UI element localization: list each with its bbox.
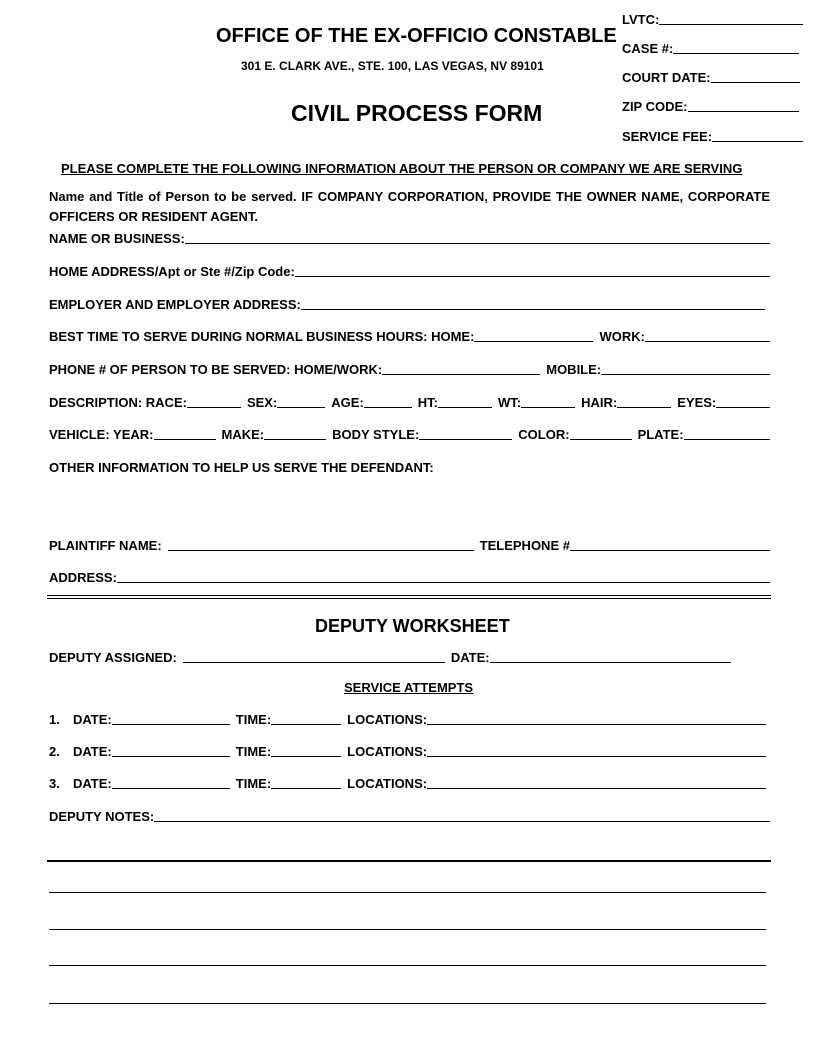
section-divider [47, 595, 771, 599]
deputy-assigned-label: DEPUTY ASSIGNED: [49, 650, 177, 665]
attempt-number: 1. [49, 712, 60, 727]
attempt-locations-input-line[interactable] [427, 776, 766, 789]
name-or-business-input-line[interactable] [185, 231, 770, 244]
service-attempts-heading: SERVICE ATTEMPTS [344, 680, 474, 695]
hair-label: HAIR: [581, 395, 618, 410]
attempt-date-input-line[interactable] [112, 744, 230, 757]
vehicle-row [49, 427, 770, 442]
best-time-work-input-line[interactable] [645, 329, 770, 342]
attempt-date-label: DATE: [73, 712, 112, 727]
attempt-date-input-line[interactable] [112, 712, 230, 725]
form-title: CIVIL PROCESS FORM [291, 100, 543, 126]
court-date-input-line[interactable] [711, 70, 800, 83]
notes-line[interactable] [49, 1003, 766, 1004]
case-number-label: CASE #: [622, 41, 674, 56]
vehicle-color-label: COLOR: [518, 427, 570, 442]
vehicle-body-style-input-line[interactable] [419, 427, 512, 440]
deputy-notes-input-line[interactable] [154, 809, 770, 822]
height-input-line[interactable] [438, 395, 492, 408]
defendant-section-heading: PLEASE COMPLETE THE FOLLOWING INFORMATION ABOUT THE PERSON OR COMPANY WE ARE SERVING [61, 161, 743, 176]
employer-input-line[interactable] [301, 297, 765, 310]
attempt-number: 2. [49, 744, 60, 759]
phone-mobile-input-line[interactable] [601, 362, 770, 375]
phone-mobile-label: MOBILE: [546, 362, 602, 377]
attempt-locations-label: LOCATIONS: [347, 744, 428, 759]
attempt-locations-label: LOCATIONS: [347, 712, 428, 727]
service-attempt-row [49, 712, 766, 727]
court-date-field[interactable] [622, 69, 800, 85]
attempt-locations-input-line[interactable] [427, 712, 766, 725]
notes-line[interactable] [49, 965, 766, 966]
vehicle-plate-input-line[interactable] [684, 427, 770, 440]
race-label: DESCRIPTION: RACE: [49, 395, 187, 410]
notes-rule [47, 860, 771, 862]
lvtc-input-line[interactable] [659, 12, 803, 25]
worksheet-date-input-line[interactable] [490, 650, 731, 663]
attempt-date-label: DATE: [73, 744, 112, 759]
attempt-date-label: DATE: [73, 776, 112, 791]
vehicle-plate-label: PLATE: [637, 427, 684, 442]
best-time-home-input-line[interactable] [474, 329, 593, 342]
court-date-label: COURT DATE: [622, 70, 711, 85]
zip-code-label: ZIP CODE: [622, 99, 688, 114]
phone-home-work-label: PHONE # OF PERSON TO BE SERVED: HOME/WORK: [49, 362, 383, 377]
deputy-notes-row [49, 809, 770, 824]
phone-row [49, 362, 770, 377]
lvtc-field[interactable] [622, 11, 803, 27]
phone-home-work-input-line[interactable] [382, 362, 540, 375]
name-or-business-label: NAME OR BUSINESS: [49, 231, 185, 246]
eyes-input-line[interactable] [716, 395, 770, 408]
service-attempt-row [49, 744, 766, 759]
attempt-time-label: TIME: [235, 744, 272, 759]
best-time-row [49, 329, 770, 344]
defendant-instructions: Name and Title of Person to be served. IF COMPANY CORPORATION, PROVIDE THE OWNER NAME, CORPORATE OFFICERS OR RESIDENT AGENT. [49, 189, 770, 224]
sex-input-line[interactable] [277, 395, 325, 408]
attempt-time-input-line[interactable] [271, 744, 341, 757]
attempt-locations-input-line[interactable] [427, 744, 766, 757]
plaintiff-name-input-line[interactable] [168, 538, 474, 551]
home-address-input-line[interactable] [295, 264, 770, 277]
notes-line[interactable] [49, 892, 766, 893]
case-number-input-line[interactable] [673, 41, 799, 54]
office-address: 301 E. CLARK AVE., STE. 100, LAS VEGAS, NV 89101 [241, 59, 544, 73]
vehicle-year-input-line[interactable] [154, 427, 216, 440]
other-info-area[interactable] [49, 477, 770, 527]
name-or-business-row [49, 231, 770, 246]
plaintiff-address-label: ADDRESS: [49, 570, 117, 585]
weight-input-line[interactable] [521, 395, 575, 408]
zip-code-field[interactable] [622, 98, 799, 114]
office-name: OFFICE OF THE EX-OFFICIO CONSTABLE [216, 25, 617, 47]
weight-label: WT: [498, 395, 522, 410]
plaintiff-address-input-line[interactable] [117, 570, 770, 583]
plaintiff-telephone-input-line[interactable] [570, 538, 770, 551]
plaintiff-address-row [49, 570, 770, 585]
worksheet-date-label: DATE: [450, 650, 490, 665]
deputy-assigned-row [49, 650, 731, 665]
plaintiff-telephone-label: TELEPHONE # [479, 538, 570, 553]
notes-line[interactable] [49, 929, 766, 930]
deputy-notes-label: DEPUTY NOTES: [49, 809, 155, 824]
plaintiff-name-label: PLAINTIFF NAME: [49, 538, 162, 553]
attempt-time-label: TIME: [235, 712, 272, 727]
plaintiff-row [49, 538, 770, 553]
service-fee-input-line[interactable] [712, 129, 803, 142]
height-label: HT: [417, 395, 439, 410]
lvtc-label: LVTC: [622, 12, 660, 27]
vehicle-make-label: MAKE: [221, 427, 265, 442]
vehicle-color-input-line[interactable] [570, 427, 632, 440]
hair-input-line[interactable] [617, 395, 671, 408]
attempt-number: 3. [49, 776, 60, 791]
attempt-date-input-line[interactable] [112, 776, 230, 789]
sex-label: SEX: [246, 395, 278, 410]
best-time-work-label: WORK: [599, 329, 645, 344]
vehicle-body-style-label: BODY STYLE: [332, 427, 420, 442]
attempt-locations-label: LOCATIONS: [347, 776, 428, 791]
deputy-assigned-input-line[interactable] [183, 650, 445, 663]
age-label: AGE: [331, 395, 364, 410]
attempt-time-input-line[interactable] [271, 712, 341, 725]
age-input-line[interactable] [364, 395, 412, 408]
vehicle-year-label: VEHICLE: YEAR: [49, 427, 154, 442]
other-info-label: OTHER INFORMATION TO HELP US SERVE THE DEFENDANT: [49, 460, 434, 475]
eyes-label: EYES: [677, 395, 717, 410]
home-address-label: HOME ADDRESS/Apt or Ste #/Zip Code: [49, 264, 295, 279]
service-fee-field[interactable] [622, 128, 803, 144]
attempt-time-input-line[interactable] [271, 776, 341, 789]
zip-code-input-line[interactable] [688, 99, 800, 112]
case-number-field[interactable] [622, 40, 799, 56]
attempt-time-label: TIME: [235, 776, 272, 791]
description-row [49, 395, 770, 410]
service-fee-label: SERVICE FEE: [622, 129, 713, 144]
vehicle-make-input-line[interactable] [264, 427, 326, 440]
employer-label: EMPLOYER AND EMPLOYER ADDRESS: [49, 297, 301, 312]
best-time-home-label: BEST TIME TO SERVE DURING NORMAL BUSINESS HOURS: HOME: [49, 329, 475, 344]
home-address-row [49, 264, 770, 279]
deputy-worksheet-title: DEPUTY WORKSHEET [315, 616, 510, 636]
service-attempt-row [49, 776, 766, 791]
employer-row [49, 297, 765, 312]
race-input-line[interactable] [187, 395, 241, 408]
